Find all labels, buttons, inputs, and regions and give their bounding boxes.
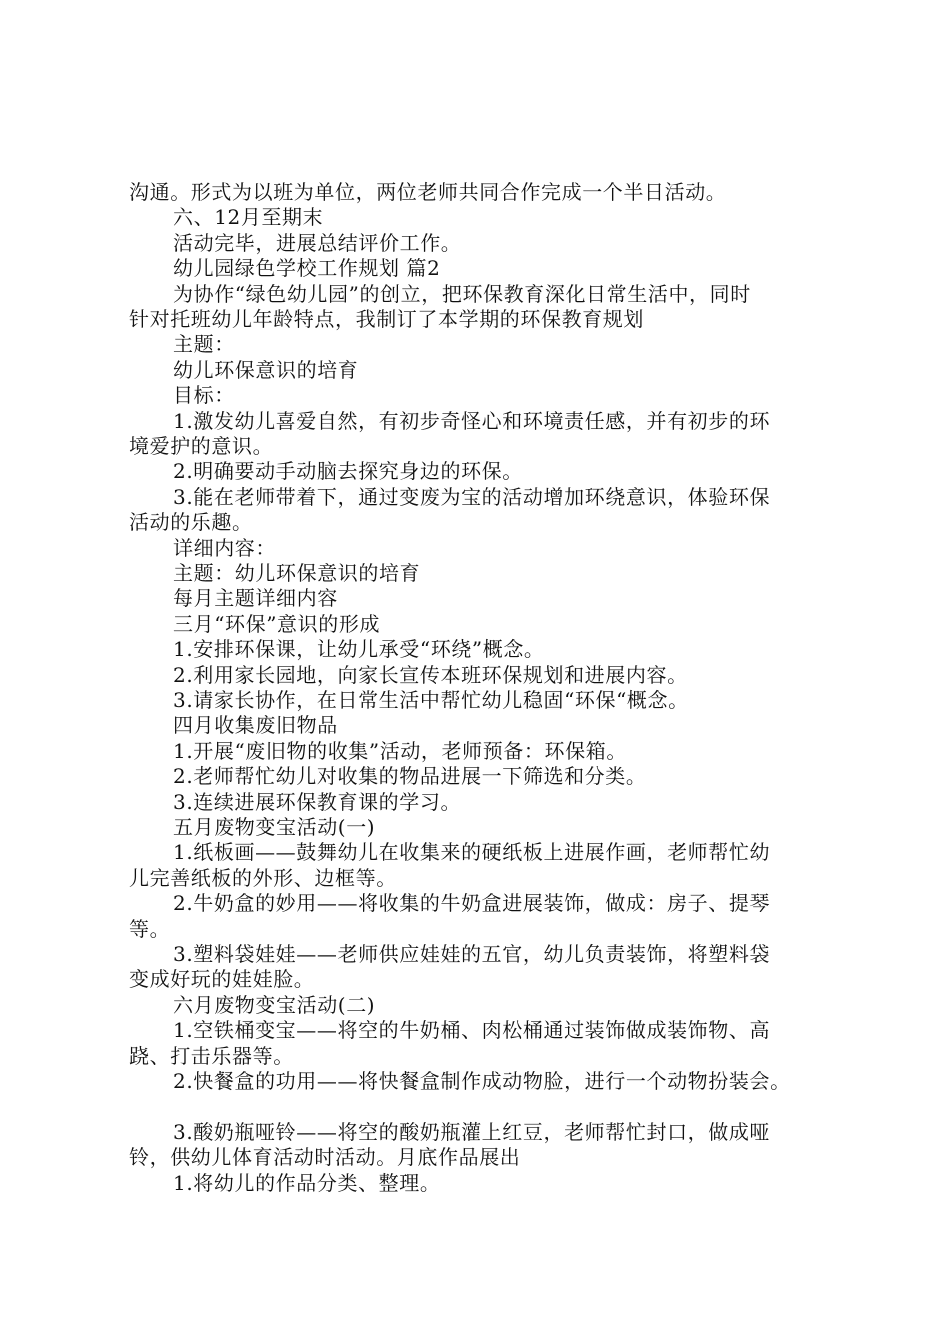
text-line: 活动完毕，进展总结评价工作。 [173,231,462,255]
text-line: 境爱护的意识。 [129,434,274,458]
list-item: 2.明确要动手动脑去探究身边的环保。 [173,459,523,483]
text-line: 主题：幼儿环保意识的培育 [173,561,421,585]
list-item: 1.纸板画——鼓舞幼儿在收集来的硬纸板上进展作画，老师帮忙幼 [173,840,771,864]
label-line: 目标： [173,383,235,407]
text-line: 等。 [129,917,171,941]
list-item: 1.激发幼儿喜爱自然，有初步奇怪心和环境责任感，并有初步的环 [173,409,771,433]
text-line: 沟通。形式为以班为单位，两位老师共同合作完成一个半日活动。 [129,180,727,204]
month-heading: 六月废物变宝活动(二) [173,993,376,1017]
list-item: 2.利用家长园地，向家长宣传本班环保规划和进展内容。 [173,663,688,687]
section-heading: 六、12月至期末 [173,205,324,229]
list-item: 2.快餐盒的功用——将快餐盒制作成动物脸，进行一个动物扮装会。 [173,1069,791,1093]
list-item: 3.请家长协作，在日常生活中帮忙幼儿稳固“环保“概念。 [173,688,689,712]
text-line: 活动的乐趣。 [129,510,253,534]
list-item: 1.开展“废旧物的收集”活动，老师预备：环保箱。 [173,739,627,763]
text-line: 幼儿环保意识的培育 [173,358,359,382]
month-heading: 五月废物变宝活动(一) [173,815,376,839]
label-line: 主题： [173,332,235,356]
list-item: 1.空铁桶变宝——将空的牛奶桶、肉松桶通过装饰做成装饰物、高 [173,1018,771,1042]
text-line: 变成好玩的娃娃脸。 [129,967,315,991]
list-item: 1.将幼儿的作品分类、整理。 [173,1171,441,1195]
section-title: 幼儿园绿色学校工作规划 篇2 [173,256,441,280]
list-item: 3.酸奶瓶哑铃——将空的酸奶瓶灌上红豆，老师帮忙封口，做成哑 [173,1120,771,1144]
text-line: 跷、打击乐器等。 [129,1044,294,1068]
text-line: 针对托班幼儿年龄特点，我制订了本学期的环保教育规划 [129,307,644,331]
month-heading: 四月收集废旧物品 [173,713,338,737]
text-line: 每月主题详细内容 [173,586,338,610]
label-line: 详细内容： [173,536,276,560]
text-line: 儿完善纸板的外形、边框等。 [129,866,397,890]
list-item: 2.老师帮忙幼儿对收集的物品进展一下筛选和分类。 [173,764,647,788]
list-item: 1.安排环保课，让幼儿承受“环绕”概念。 [173,637,545,661]
text-line: 为协作“绿色幼儿园”的创立，把环保教育深化日常生活中，同时 [173,282,751,306]
list-item: 3.能在老师带着下，通过变废为宝的活动增加环绕意识，体验环保 [173,485,771,509]
list-item: 2.牛奶盒的妙用——将收集的牛奶盒进展装饰，做成：房子、提琴 [173,891,771,915]
list-item: 3.塑料袋娃娃——老师供应娃娃的五官，幼儿负责装饰，将塑料袋 [173,942,771,966]
text-line: 铃，供幼儿体育活动时活动。月底作品展出 [129,1145,521,1169]
month-heading: 三月“环保”意识的形成 [173,612,381,636]
list-item: 3.连续进展环保教育课的学习。 [173,790,462,814]
